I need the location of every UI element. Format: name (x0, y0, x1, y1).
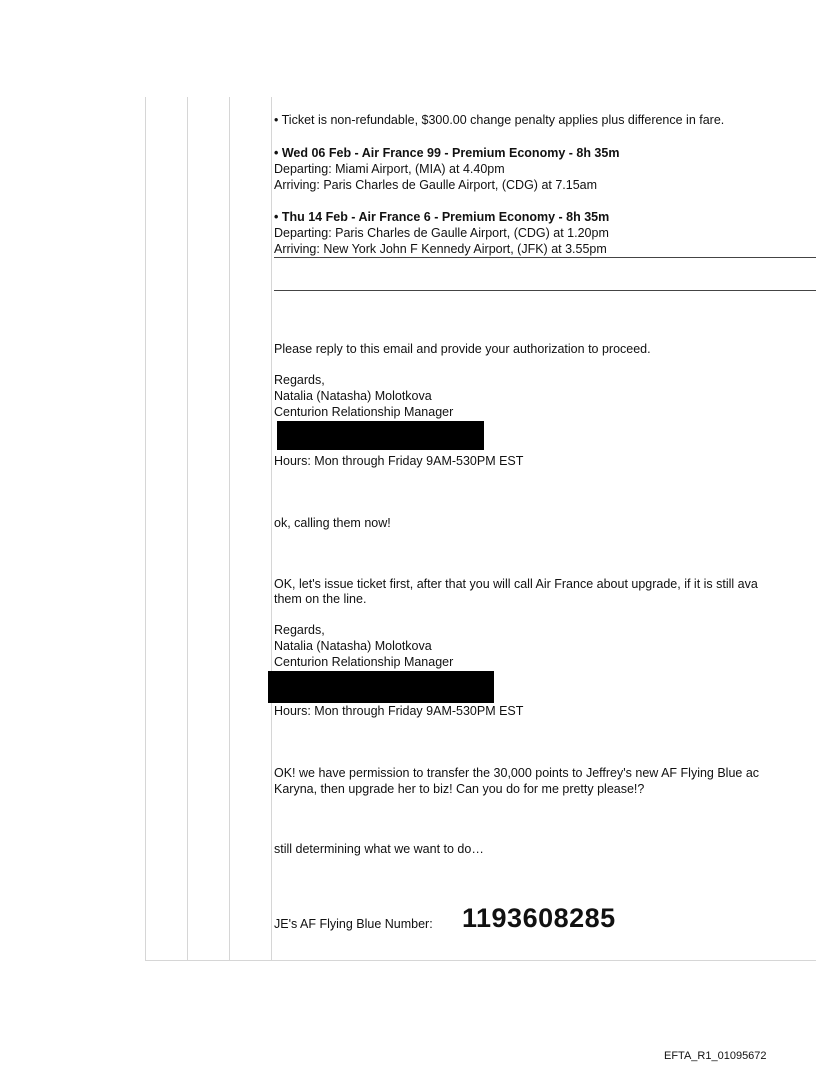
message-calling: ok, calling them now! (274, 516, 391, 530)
signature-title: Centurion Relationship Manager (274, 655, 454, 669)
table-bottom-border (145, 960, 816, 961)
signature-hours: Hours: Mon through Friday 9AM-530PM EST (274, 704, 524, 718)
reply-request: Please reply to this email and provide your authorization to proceed. (274, 342, 651, 356)
flight2-arriving: Arriving: New York John F Kennedy Airport, (JFK) at 3.55pm (274, 242, 607, 256)
table-column-divider (229, 97, 230, 960)
flying-blue-number: 1193608285 (462, 903, 616, 933)
flight1-header: • Wed 06 Feb - Air France 99 - Premium Economy - 8h 35m (274, 146, 620, 160)
table-column-divider (187, 97, 188, 960)
message-determining: still determining what we want to do… (274, 842, 484, 856)
message-issue-ticket-line1: OK, let's issue ticket first, after that you will call Air France about upgrade, if it is still ava (274, 577, 758, 591)
signature-name: Natalia (Natasha) Molotkova (274, 639, 432, 653)
document-id: EFTA_R1_01095672 (664, 1050, 767, 1062)
message-permission-line1: OK! we have permission to transfer the 30,000 points to Jeffrey's new AF Flying Blue ac (274, 766, 760, 780)
message-permission-line2: Karyna, then upgrade her to biz! Can you do for me pretty please!? (274, 782, 645, 796)
signature-title: Centurion Relationship Manager (274, 405, 454, 419)
signature-regards: Regards, (274, 373, 325, 387)
signature-hours: Hours: Mon through Friday 9AM-530PM EST (274, 454, 524, 468)
signature-regards: Regards, (274, 623, 325, 637)
flying-blue-label: JE's AF Flying Blue Number: (274, 917, 433, 931)
divider-rule (274, 257, 816, 258)
ticket-note: • Ticket is non-refundable, $300.00 change penalty applies plus difference in fare. (274, 113, 725, 127)
signature-name: Natalia (Natasha) Molotkova (274, 389, 432, 403)
redaction-box (277, 421, 484, 450)
table-column-divider (145, 97, 146, 960)
divider-rule (274, 290, 816, 291)
flight1-departing: Departing: Miami Airport, (MIA) at 4.40pm (274, 162, 505, 176)
table-column-divider (271, 97, 272, 960)
flight1-arriving: Arriving: Paris Charles de Gaulle Airport, (CDG) at 7.15am (274, 178, 598, 192)
redaction-box (268, 671, 494, 703)
flight2-header: • Thu 14 Feb - Air France 6 - Premium Economy - 8h 35m (274, 210, 610, 224)
message-issue-ticket-line2: them on the line. (274, 592, 367, 606)
flight2-departing: Departing: Paris Charles de Gaulle Airport, (CDG) at 1.20pm (274, 226, 609, 240)
